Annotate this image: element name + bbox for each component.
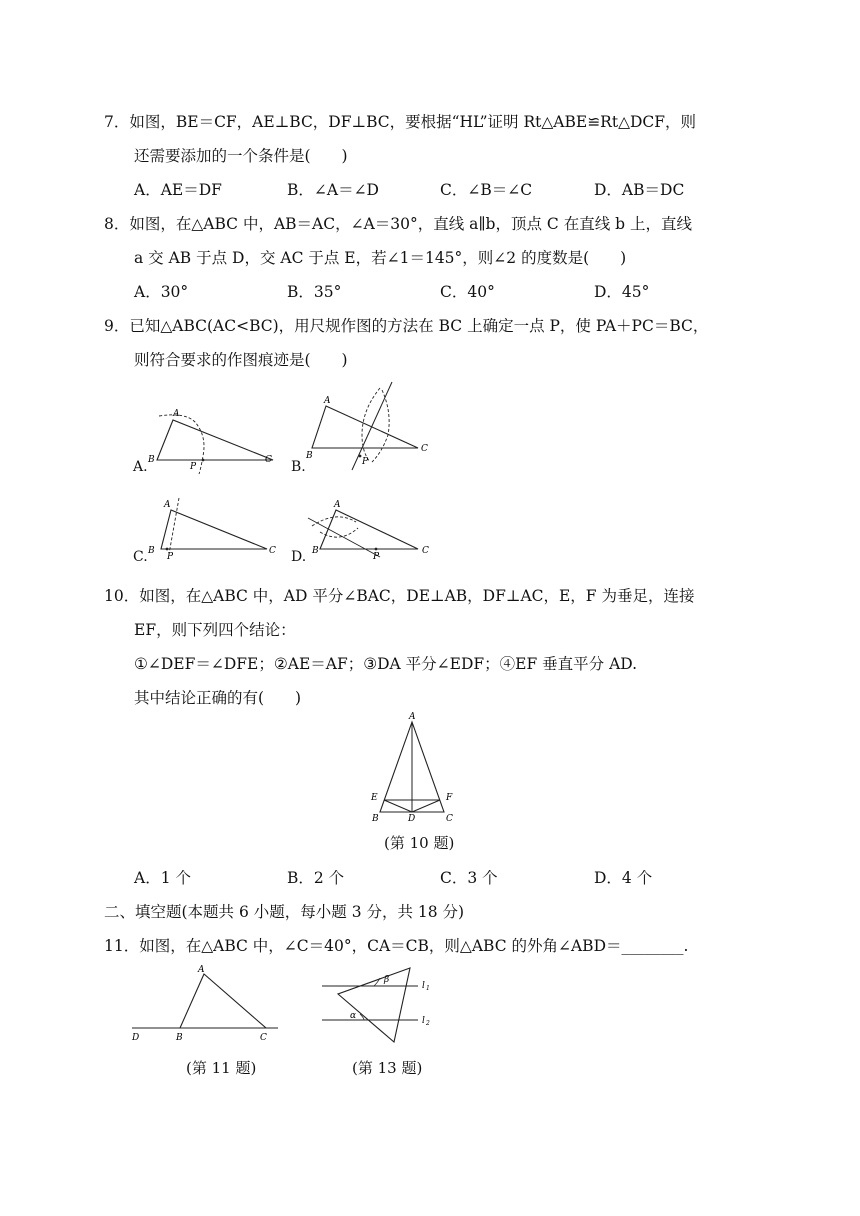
q11-figure-caption: (第 11 题) — [186, 1059, 257, 1077]
q9b-arc-right — [372, 390, 389, 462]
q10-stem-line2: EF，则下列四个结论： — [134, 621, 296, 639]
q9-figure-a — [145, 400, 285, 484]
q9a-label-a: A — [173, 409, 180, 419]
q9c-label-b: B — [148, 546, 155, 556]
q9d-label-c: C — [422, 546, 429, 556]
q10-label-d: D — [408, 814, 416, 824]
q11-stem: 11．如图，在△ABC 中，∠C＝40°，CA＝CB，则△ABC 的外角∠ABD＝________. — [104, 937, 689, 955]
q10-label-a: A — [409, 712, 416, 722]
q13-label-l2: l — [422, 1016, 425, 1026]
q9b-label-c: C — [421, 444, 428, 454]
q10-option-d: D．4 个 — [594, 869, 653, 887]
q7-stem-line1: 7．如图，BE＝CF，AE⊥BC，DF⊥BC，要根据“HL”证明 Rt△ABE≌Rt△DCF，则 — [104, 113, 697, 131]
q9-figure-c — [145, 492, 285, 576]
q10-conclusions: ①∠DEF＝∠DFE；②AE＝AF；③DA 平分∠EDF；④EF 垂直平分 AD. — [134, 655, 638, 673]
q9a-point-p — [202, 459, 205, 462]
q7-option-a: A．AE＝DF — [134, 181, 222, 199]
q10-question: 其中结论正确的有( ) — [134, 689, 302, 707]
q9d-point-p — [375, 548, 378, 551]
q13-label-l1: l — [422, 981, 425, 991]
q9c-label-c: C — [269, 546, 276, 556]
q9a-triangle — [157, 420, 273, 460]
q10-label-b: B — [372, 814, 379, 824]
q9b-point-p — [359, 455, 362, 458]
q9d-label-b: B — [312, 546, 319, 556]
q11-label-b: B — [176, 1033, 183, 1043]
q9d-arc-top — [312, 517, 356, 526]
q9-figure-c-label: C. — [133, 549, 148, 565]
q9d-label-a: A — [334, 500, 341, 510]
q13-label-alpha: α — [350, 1011, 357, 1021]
q9b-label-b: B — [306, 451, 313, 461]
q8-option-c: C．40° — [440, 283, 495, 301]
q9a-label-p: P — [190, 462, 197, 472]
q10-label-f: F — [446, 793, 453, 803]
q7-option-b: B．∠A＝∠D — [287, 181, 379, 199]
q9b-arc-left — [362, 388, 380, 462]
section-2-heading: 二、填空题(本题共 6 小题，每小题 3 分，共 18 分) — [104, 903, 465, 921]
q9c-triangle — [161, 510, 267, 549]
q9a-label-b: B — [148, 455, 155, 465]
q9-figure-b-label: B. — [291, 459, 306, 475]
q10-option-c: C．3 个 — [440, 869, 498, 887]
q13-angle-beta-arc — [374, 978, 380, 986]
q9b-label-a: A — [324, 396, 331, 406]
q8-stem-line1: 8．如图，在△ABC 中，AB＝AC，∠A＝30°，直线 a∥b，顶点 C 在直线 b 上，直线 — [104, 215, 692, 233]
q9d-triangle — [320, 510, 418, 549]
q9d-bisector — [308, 518, 380, 557]
q7-option-d: D．AB＝DC — [594, 181, 685, 199]
q10-label-c: C — [446, 814, 453, 824]
q10-figure — [362, 708, 462, 832]
q11-label-d: D — [132, 1033, 140, 1043]
q13-triangle — [338, 968, 410, 1042]
q13-label-l1-sub: 1 — [426, 985, 430, 992]
q11-label-c: C — [260, 1033, 267, 1043]
q13-figure-caption: (第 13 题) — [352, 1059, 423, 1077]
q9d-label-p: P — [373, 552, 380, 562]
q7-option-c: C．∠B＝∠C — [440, 181, 533, 199]
q9a-label-c: C — [265, 455, 272, 465]
q9b-label-p: P — [362, 457, 369, 467]
q11-triangle — [180, 974, 266, 1028]
q8-option-d: D．45° — [594, 283, 650, 301]
q10-option-b: B．2 个 — [287, 869, 345, 887]
q10-figure-caption: (第 10 题) — [384, 834, 455, 852]
q9-figure-b — [300, 380, 440, 479]
q9-figure-a-label: A. — [133, 459, 148, 475]
q9-stem-line1: 9．已知△ABC(AC<BC)，用尺规作图的方法在 BC 上确定一点 P，使 PA＋PC＝BC， — [104, 317, 709, 335]
q9c-label-p: P — [167, 552, 174, 562]
q13-label-l2-sub: 2 — [426, 1020, 430, 1027]
q9c-point-p — [166, 548, 169, 551]
q9b-bisector — [352, 382, 392, 470]
q10-segment-de — [384, 800, 412, 812]
q7-stem-line2: 还需要添加的一个条件是( ) — [134, 147, 348, 165]
q9-figure-d-label: D. — [291, 549, 307, 565]
q10-label-e: E — [371, 793, 378, 803]
q9c-label-a: A — [164, 500, 171, 510]
q11-figure — [128, 960, 288, 1054]
q9-stem-line2: 则符合要求的作图痕迹是( ) — [134, 351, 348, 369]
q11-label-a: A — [198, 965, 205, 975]
q10-stem-line1: 10．如图，在△ABC 中，AD 平分∠BAC，DE⊥AB，DF⊥AC，E，F 为垂足，连接 — [104, 587, 695, 605]
q13-figure — [318, 960, 448, 1054]
q10-segment-df — [412, 800, 440, 812]
q13-label-beta: β — [384, 975, 390, 985]
q9c-dashed-line — [169, 498, 179, 554]
q8-option-a: A．30° — [134, 283, 189, 301]
q9-figure-d — [300, 492, 440, 576]
q8-option-b: B．35° — [287, 283, 342, 301]
q10-option-a: A．1 个 — [134, 869, 191, 887]
q8-stem-line2: a 交 AB 于点 D，交 AC 于点 E，若∠1＝145°，则∠2 的度数是( ) — [134, 249, 627, 267]
